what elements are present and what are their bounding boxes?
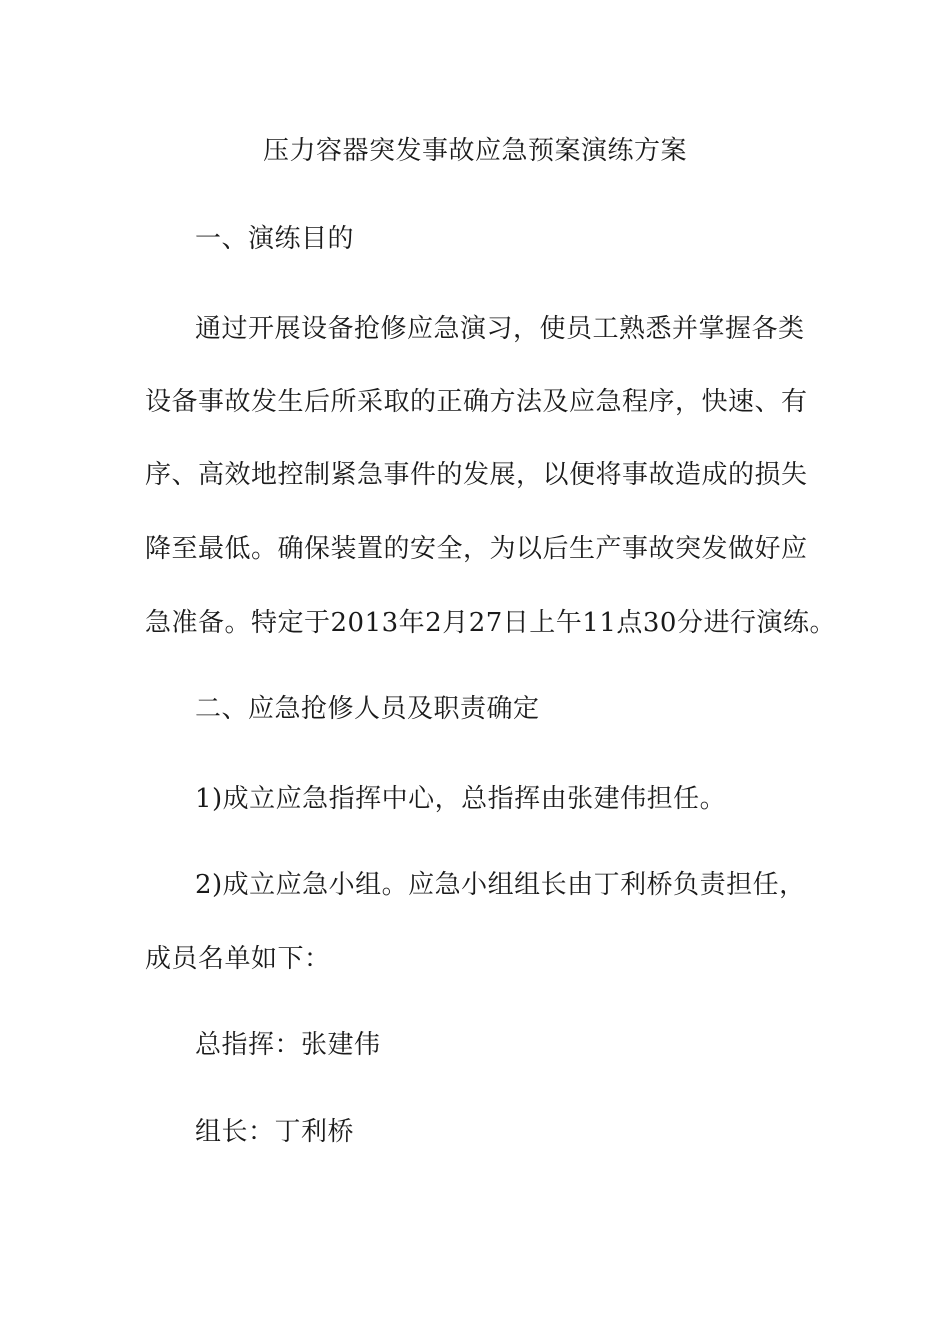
paragraph-line: 设备事故发生后所采取的正确方法及应急程序，快速、有 — [145, 387, 808, 417]
paragraph-line: 通过开展设备抢修应急演习，使员工熟悉并掌握各类 — [195, 314, 805, 344]
document-title: 压力容器突发事故应急预案演练方案 — [262, 136, 687, 166]
paragraph-line: 1)成立应急指挥中心，总指挥由张建伟担任。 — [195, 784, 727, 814]
section-heading-2: 二、应急抢修人员及职责确定 — [195, 694, 540, 724]
commander-line: 总指挥：张建伟 — [195, 1030, 381, 1060]
paragraph-line: 成员名单如下： — [145, 944, 331, 974]
leader-line: 组长：丁利桥 — [195, 1117, 355, 1147]
paragraph-line: 急准备。特定于2013年2月27日上午11点30分进行演练。 — [145, 608, 836, 638]
paragraph-line: 2)成立应急小组。应急小组组长由丁利桥负责担任， — [195, 870, 806, 900]
section-heading-1: 一、演练目的 — [195, 224, 355, 254]
paragraph-line: 序、高效地控制紧急事件的发展，以便将事故造成的损失 — [145, 460, 808, 490]
paragraph-line: 降至最低。确保装置的安全，为以后生产事故突发做好应 — [145, 534, 808, 564]
